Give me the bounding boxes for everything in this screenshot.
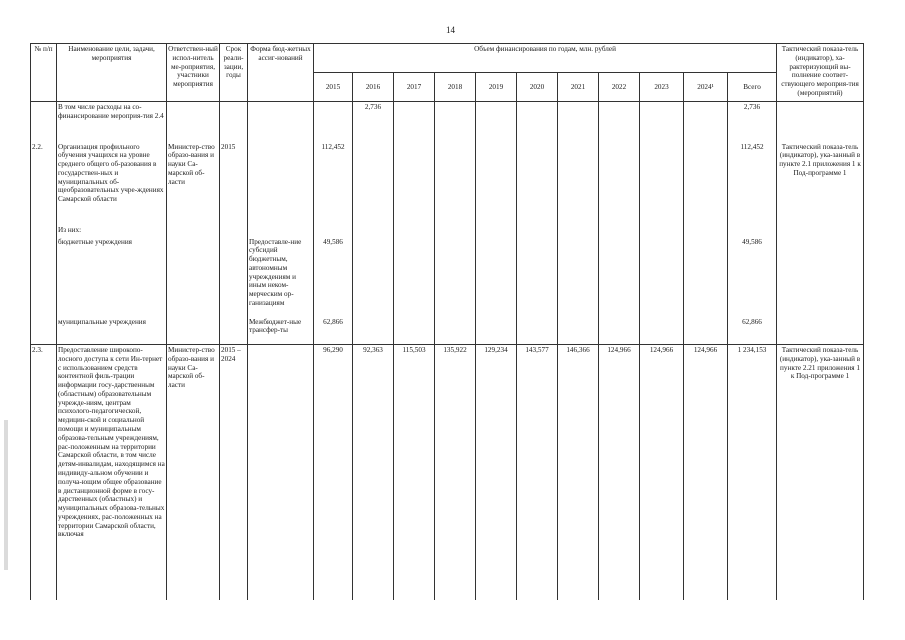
row-year-value bbox=[558, 317, 599, 345]
row-period: 2015 – 2024 bbox=[220, 345, 248, 600]
row-form bbox=[248, 345, 314, 600]
header-year: 2020 bbox=[517, 73, 558, 102]
row-year-value bbox=[640, 142, 684, 225]
row-year-value bbox=[314, 225, 353, 237]
header-year: 2021 bbox=[558, 73, 599, 102]
row-period bbox=[220, 237, 248, 317]
row-year-value: 124,966 bbox=[640, 345, 684, 600]
row-number: 2.2. bbox=[31, 142, 57, 225]
row-year-value bbox=[640, 102, 684, 142]
header-year: 2023 bbox=[640, 73, 684, 102]
row-form bbox=[248, 102, 314, 142]
row-responsible: Министер-ство образо-вания и науки Са-марской об-ласти bbox=[167, 142, 220, 225]
row-number bbox=[31, 225, 57, 237]
financing-table bbox=[30, 43, 864, 600]
row-form bbox=[248, 225, 314, 237]
row-year-value bbox=[517, 102, 558, 142]
row-year-value: 124,966 bbox=[599, 345, 640, 600]
row-year-value bbox=[640, 317, 684, 345]
table-row bbox=[31, 225, 864, 237]
row-number: 2.3. bbox=[31, 345, 57, 600]
row-year-value bbox=[517, 317, 558, 345]
row-year-value bbox=[476, 225, 517, 237]
header-period: Срок реали-зации, годы bbox=[220, 44, 248, 102]
row-year-value bbox=[558, 237, 599, 317]
row-period bbox=[220, 225, 248, 237]
row-year-value: 129,234 bbox=[476, 345, 517, 600]
row-total: 112,452 bbox=[728, 142, 777, 225]
row-year-value: 92,363 bbox=[353, 345, 394, 600]
row-year-value bbox=[353, 225, 394, 237]
row-number bbox=[31, 317, 57, 345]
row-year-value bbox=[599, 225, 640, 237]
page-number: 14 bbox=[446, 25, 455, 35]
row-year-value bbox=[684, 237, 728, 317]
header-year: 2019 bbox=[476, 73, 517, 102]
row-year-value bbox=[314, 102, 353, 142]
header-num: № п/п bbox=[31, 44, 57, 102]
row-year-value bbox=[353, 317, 394, 345]
header-year: 2016 bbox=[353, 73, 394, 102]
row-year-value bbox=[476, 317, 517, 345]
row-name: В том числе расходы на со-финансирование мероприя-тия 2.4 bbox=[57, 102, 167, 142]
row-year-value bbox=[599, 102, 640, 142]
row-year-value: 143,577 bbox=[517, 345, 558, 600]
header-financing: Объем финансирования по годам, млн. рублей bbox=[314, 44, 777, 73]
row-year-value bbox=[684, 142, 728, 225]
header-year: 2015 bbox=[314, 73, 353, 102]
row-year-value bbox=[435, 102, 476, 142]
table-row bbox=[31, 102, 864, 142]
row-name: Организация профильного обучения учащихся на уровне среднего общего об-разования в государствен-ных и муниципальных об-щеобразовательных учре-ждениях Самарской области bbox=[57, 142, 167, 225]
row-period bbox=[220, 102, 248, 142]
row-indicator bbox=[777, 317, 864, 345]
row-name: муниципальные учреждения bbox=[57, 317, 167, 345]
row-year-value bbox=[476, 142, 517, 225]
row-year-value bbox=[517, 225, 558, 237]
header-year: 2024¹ bbox=[684, 73, 728, 102]
row-name: Из них: bbox=[57, 225, 167, 237]
header-name: Наименование цели, задачи, мероприятия bbox=[57, 44, 167, 102]
row-total: 2,736 bbox=[728, 102, 777, 142]
row-indicator: Тактический показа-тель (индикатор), ука-занный в пункте 2.21 приложения 1 к Под-программе 1 bbox=[777, 345, 864, 600]
header-year: 2022 bbox=[599, 73, 640, 102]
table-row bbox=[31, 237, 864, 317]
header-total: Всего bbox=[728, 73, 777, 102]
row-year-value bbox=[394, 225, 435, 237]
row-year-value bbox=[599, 237, 640, 317]
row-year-value bbox=[599, 142, 640, 225]
row-year-value bbox=[684, 225, 728, 237]
row-year-value bbox=[476, 237, 517, 317]
table-row bbox=[31, 345, 864, 600]
table-row bbox=[31, 317, 864, 345]
row-year-value bbox=[394, 102, 435, 142]
row-year-value: 124,966 bbox=[684, 345, 728, 600]
row-year-value bbox=[394, 237, 435, 317]
row-year-value: 135,922 bbox=[435, 345, 476, 600]
table-body bbox=[31, 102, 864, 600]
table-row bbox=[31, 142, 864, 225]
row-name: Предоставление широкопо-лосного доступа к сети Ин-тернет с использованием средств контентной филь-трации информации госу-дарственным (областным) образовательным учрежде-ниям, центрам психолого-педагогической, медицин-ской и социальной помощи и муниципальным образова-тельным учреждениям, рас-положенным на территории Самарской области, в том числе детям-инвалидам, находящимся на индивиду-альном обучении и получа-ющим общее образование в дистанционной форме в госу-дарственных (областных) и муниципальных образова-тельных учреждениях, рас-положенных на территории Самарской области, включая bbox=[57, 345, 167, 600]
header-row bbox=[31, 44, 864, 73]
row-year-value: 62,866 bbox=[314, 317, 353, 345]
row-year-value: 49,586 bbox=[314, 237, 353, 317]
row-number bbox=[31, 237, 57, 317]
row-year-value bbox=[435, 225, 476, 237]
row-form: Предоставле-ние субсидий бюджетным, автономным учреждениям и иным неком-мерческим ор-ганизациям bbox=[248, 237, 314, 317]
row-year-value bbox=[558, 102, 599, 142]
row-year-value bbox=[353, 237, 394, 317]
row-indicator bbox=[777, 102, 864, 142]
row-total: 1 234,153 bbox=[728, 345, 777, 600]
row-year-value: 115,503 bbox=[394, 345, 435, 600]
row-year-value bbox=[640, 237, 684, 317]
row-total bbox=[728, 225, 777, 237]
row-number bbox=[31, 102, 57, 142]
row-indicator: Тактический показа-тель (индикатор), ука-занный в пункте 2.1 приложения 1 к Под-программе 1 bbox=[777, 142, 864, 225]
row-year-value: 2,736 bbox=[353, 102, 394, 142]
row-responsible: Министер-ство образо-вания и науки Са-марской об-ласти bbox=[167, 345, 220, 600]
row-name: бюджетные учреждения bbox=[57, 237, 167, 317]
row-year-value bbox=[435, 237, 476, 317]
row-responsible bbox=[167, 317, 220, 345]
row-year-value bbox=[394, 317, 435, 345]
row-year-value bbox=[684, 317, 728, 345]
row-year-value bbox=[599, 317, 640, 345]
row-year-value bbox=[353, 142, 394, 225]
row-period bbox=[220, 317, 248, 345]
row-year-value: 146,366 bbox=[558, 345, 599, 600]
row-year-value bbox=[394, 142, 435, 225]
row-period: 2015 bbox=[220, 142, 248, 225]
row-form: Межбюджет-ные трансфер-ты bbox=[248, 317, 314, 345]
row-year-value bbox=[558, 142, 599, 225]
row-year-value bbox=[435, 317, 476, 345]
row-responsible bbox=[167, 225, 220, 237]
row-year-value bbox=[640, 225, 684, 237]
row-year-value bbox=[684, 102, 728, 142]
row-responsible bbox=[167, 237, 220, 317]
row-total: 62,866 bbox=[728, 317, 777, 345]
header-form: Форма бюд-жетных ассиг-нований bbox=[248, 44, 314, 102]
row-form bbox=[248, 142, 314, 225]
header-responsible: Ответствен-ный испол-нитель ме-роприятия, участники мероприятия bbox=[167, 44, 220, 102]
row-indicator bbox=[777, 237, 864, 317]
row-year-value bbox=[517, 142, 558, 225]
scan-edge-mark bbox=[4, 420, 8, 570]
header-year: 2018 bbox=[435, 73, 476, 102]
row-year-value bbox=[517, 237, 558, 317]
row-responsible bbox=[167, 102, 220, 142]
row-total: 49,586 bbox=[728, 237, 777, 317]
header-year: 2017 bbox=[394, 73, 435, 102]
row-year-value: 112,452 bbox=[314, 142, 353, 225]
header-indicator: Тактический показа-тель (индикатор), ха-рактеризующий вы-полнение соответ-ствующего мероприя-тия (мероприятий) bbox=[777, 44, 864, 102]
row-year-value bbox=[476, 102, 517, 142]
row-year-value: 96,290 bbox=[314, 345, 353, 600]
row-year-value bbox=[558, 225, 599, 237]
row-year-value bbox=[435, 142, 476, 225]
row-indicator bbox=[777, 225, 864, 237]
